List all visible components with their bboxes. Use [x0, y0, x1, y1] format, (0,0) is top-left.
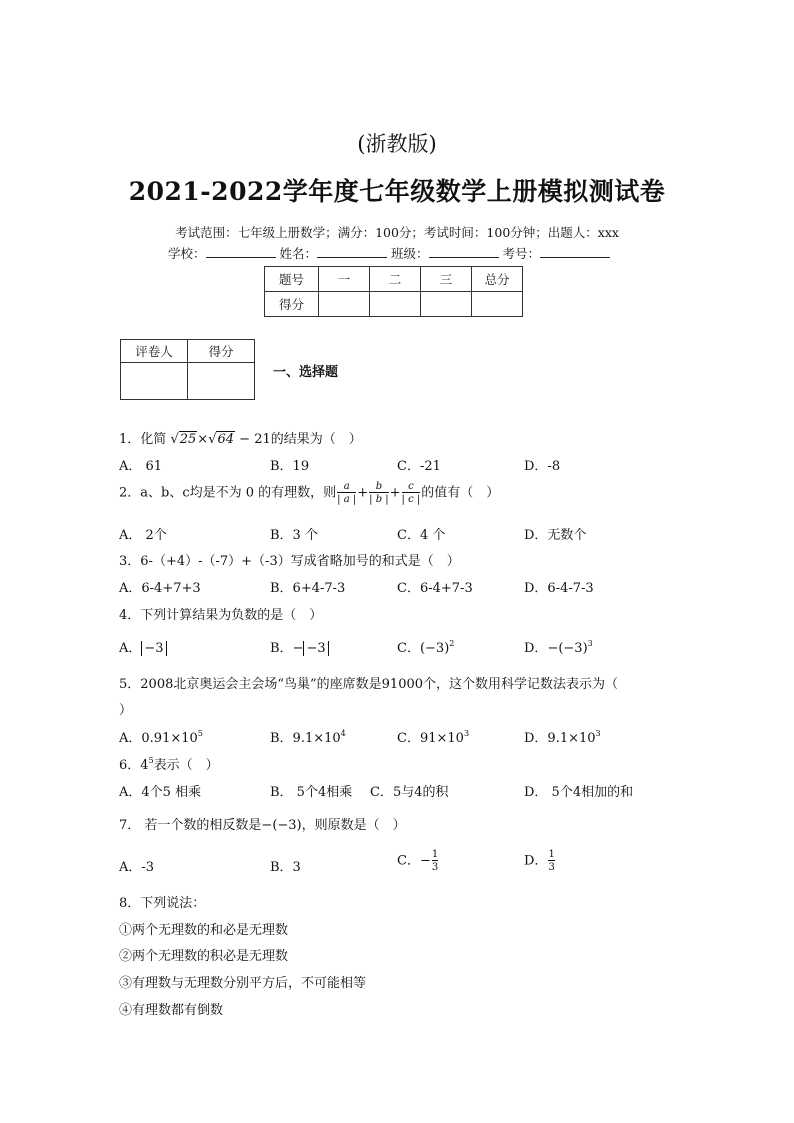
option-c[interactable]: C．-21 — [397, 459, 441, 474]
option-b[interactable]: B．− −3 — [270, 637, 329, 656]
name-label: 姓名： — [279, 246, 318, 261]
fraction-one-third: $\frac{1}{3}$ — [431, 849, 439, 873]
question-7: 7． 若一个数的相反数是−(−3)，则原数是（ ） — [119, 818, 406, 833]
option-c[interactable]: C．− $\frac{1}{3}$ — [397, 849, 439, 873]
grader-body-row — [121, 363, 255, 400]
question-8: 8．下列说法： — [119, 896, 206, 911]
option-c[interactable]: C．4 个 — [397, 528, 446, 543]
question-3: 3．6-（+4）-（-7）+（-3）写成省略加号的和式是（ ） — [119, 554, 460, 569]
score-header-cell: 总分 — [472, 267, 523, 292]
statement-item: ③有理数与无理数分别平方后，不可能相等 — [119, 976, 367, 991]
option-a[interactable]: A．4个5 相乘 — [119, 785, 202, 800]
option-c[interactable]: C．6-4+7-3 — [397, 581, 473, 596]
grader-header-cell: 得分 — [188, 340, 255, 363]
option-b[interactable]: B．6+4-7-3 — [270, 581, 346, 596]
exam-subtitle: (浙教版) — [357, 132, 437, 156]
score-cell[interactable] — [319, 292, 370, 317]
score-row-label: 得分 — [265, 292, 319, 317]
option-d[interactable]: D． 5个4相加的和 — [524, 785, 634, 800]
score-header-cell: 一 — [319, 267, 370, 292]
exam-title: 2021-2022学年度七年级数学上册模拟测试卷 — [128, 177, 666, 206]
question-5: 5．2008北京奥运会主会场“鸟巢”的座席数是91000个，这个数用科学记数法表示为（ — [119, 677, 619, 692]
number-label: 考号： — [502, 246, 541, 261]
score-table-header-row — [265, 267, 523, 292]
score-table-score-row — [265, 292, 523, 317]
question-6: 6．$4^5$表示（ ） — [119, 756, 219, 773]
score-cell[interactable] — [370, 292, 421, 317]
score-cell[interactable] — [472, 292, 523, 317]
option-d[interactable]: D．6-4-7-3 — [524, 581, 594, 596]
number-blank[interactable] — [540, 245, 610, 258]
question-5-continued: ） — [119, 703, 133, 718]
option-b[interactable]: B． 5个4相乘 — [270, 785, 353, 800]
option-a[interactable]: A． 61 — [119, 459, 163, 474]
option-a[interactable]: A．-3 — [119, 860, 155, 875]
grader-table — [120, 339, 255, 400]
question-1: 1．化简 √25×√64 − 21的结果为（ ） — [119, 432, 362, 447]
option-b[interactable]: B．3 — [270, 860, 301, 875]
grader-header-row — [121, 340, 255, 363]
option-c[interactable]: C．$91\times 10^3$ — [397, 729, 470, 746]
option-d[interactable]: D．$9.1\times 10^3$ — [524, 729, 601, 746]
question-2: 2．a、b、c均是不为 0 的有理数，则 $\frac{a}{| a |}$ + $\frac{b}{| b |}$ + $\frac{c}{| c |}$ 的值有（ ） — [119, 481, 500, 505]
class-blank[interactable] — [429, 245, 499, 258]
grader-cell[interactable] — [121, 363, 188, 400]
option-c[interactable]: C．5与4的积 — [370, 785, 449, 800]
option-b[interactable]: B．19 — [270, 459, 310, 474]
option-d[interactable]: D．$-(-3)^3$ — [524, 639, 593, 656]
sqrt-expression: √25×√64 − 21 — [170, 432, 271, 447]
option-a[interactable]: A．6-4+7+3 — [119, 581, 201, 596]
score-table — [264, 266, 523, 317]
school-blank[interactable] — [206, 245, 276, 258]
question-4: 4．下列计算结果为负数的是（ ） — [119, 608, 323, 623]
grader-score-cell[interactable] — [188, 363, 255, 400]
fraction-a: $\frac{a}{| a |}$ — [337, 481, 357, 505]
class-label: 班级： — [391, 246, 429, 261]
fraction-c: $\frac{c}{| c |}$ — [401, 481, 421, 505]
fraction-b: $\frac{b}{| b |}$ — [369, 481, 389, 505]
statement-item: ①两个无理数的和必是无理数 — [119, 923, 289, 938]
school-label: 学校： — [168, 246, 206, 261]
grader-header-cell: 评卷人 — [121, 340, 188, 363]
option-b[interactable]: B．3 个 — [270, 528, 318, 543]
section-heading: 一、选择题 — [273, 365, 339, 380]
option-a[interactable]: A． 2个 — [119, 528, 167, 543]
score-header-cell: 二 — [370, 267, 421, 292]
student-info-line — [168, 244, 610, 262]
statement-item: ②两个无理数的积必是无理数 — [119, 949, 289, 964]
option-a[interactable]: A．$0.91\times 10^5$ — [119, 729, 203, 746]
option-a[interactable]: A． −3 — [119, 637, 167, 656]
option-d[interactable]: D．-8 — [524, 459, 561, 474]
score-header-cell: 题号 — [265, 267, 319, 292]
fraction-one-third: $\frac{1}{3}$ — [548, 849, 555, 873]
name-blank[interactable] — [317, 245, 387, 258]
option-d[interactable]: D．无数个 — [524, 528, 587, 543]
score-header-cell: 三 — [421, 267, 472, 292]
exam-info-line: 考试范围：七年级上册数学；满分：100分；考试时间：100分钟；出题人：xxx — [175, 225, 619, 240]
option-b[interactable]: B．$9.1\times 10^4$ — [270, 729, 346, 746]
option-d[interactable]: D． $\frac{1}{3}$ — [524, 849, 555, 873]
score-cell[interactable] — [421, 292, 472, 317]
statement-item: ④有理数都有倒数 — [119, 1003, 224, 1018]
option-c[interactable]: C．$(-3)^2$ — [397, 639, 455, 656]
